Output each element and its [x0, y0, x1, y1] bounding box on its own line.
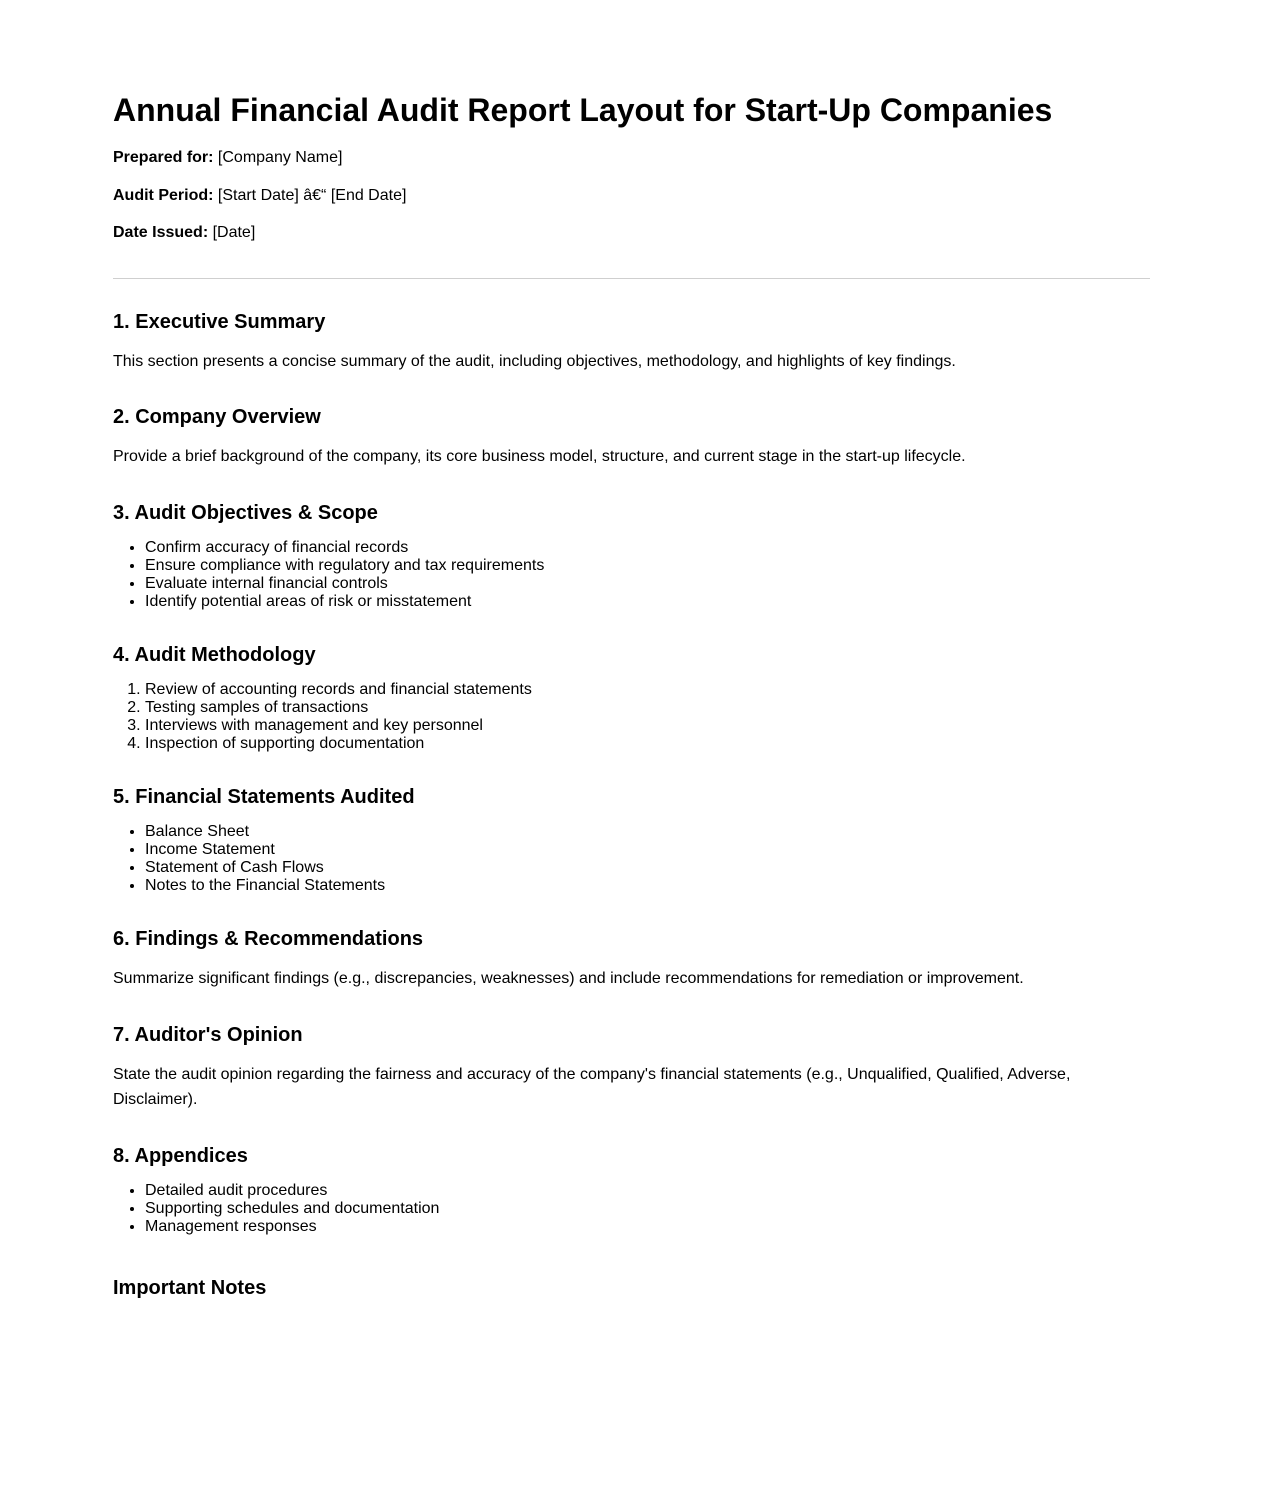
- list-item: • Balance Sheet: [145, 823, 385, 841]
- list-item: • Management responses: [145, 1218, 439, 1236]
- audit-period-label: Audit Period:: [113, 187, 214, 204]
- list-item: • Evaluate internal financial controls: [145, 575, 544, 593]
- section-title-company-overview: 2. Company Overview: [113, 406, 321, 428]
- list-item: • Notes to the Financial Statements: [145, 877, 385, 895]
- section-title-findings: 6. Findings & Recommendations: [113, 928, 424, 950]
- date-issued-value: [Date]: [208, 224, 256, 241]
- section-title-objectives-scope: 3. Audit Objectives & Scope: [113, 502, 378, 524]
- section-title-appendices: 8. Appendices: [113, 1145, 248, 1167]
- list-item: 1. Review of accounting records and financial statements: [145, 681, 532, 699]
- list-item: 2. Testing samples of transactions: [145, 699, 532, 717]
- header-divider: [113, 278, 1150, 279]
- page-title: Annual Financial Audit Report Layout for Start-Up Companies: [113, 92, 1053, 128]
- section-title-opinion: 7. Auditor's Opinion: [113, 1024, 303, 1046]
- section-title-executive-summary: 1. Executive Summary: [113, 311, 326, 333]
- list-item: • Supporting schedules and documentation: [145, 1200, 439, 1218]
- audit-period-line: [113, 186, 406, 206]
- prepared-for-label: Prepared for:: [113, 149, 214, 166]
- list-item: 4. Inspection of supporting documentation: [145, 735, 532, 753]
- objectives-list: [113, 539, 544, 611]
- audit-period-value: [Start Date] â€“ [End Date]: [213, 187, 407, 204]
- list-item: • Statement of Cash Flows: [145, 859, 385, 877]
- section-title-statements-audited: 5. Financial Statements Audited: [113, 786, 415, 808]
- section-text-findings: Summarize significant findings (e.g., discrepancies, weaknesses) and include recommendations for remediation or improvement.: [113, 970, 1024, 987]
- list-item: • Ensure compliance with regulatory and tax requirements: [145, 557, 544, 575]
- prepared-for-value: [Company Name]: [213, 149, 343, 166]
- list-item: • Income Statement: [145, 841, 385, 859]
- prepared-for-line: [113, 148, 342, 168]
- date-issued-label: Date Issued:: [113, 224, 209, 241]
- section-text-company-overview: Provide a brief background of the company, its core business model, structure, and current stage in the start-up lifecycle.: [113, 448, 966, 465]
- list-item: • Identify potential areas of risk or misstatement: [145, 593, 544, 611]
- date-issued-line: [113, 223, 255, 243]
- section-text-executive-summary: This section presents a concise summary of the audit, including objectives, methodology, and highlights of key findings.: [113, 353, 956, 370]
- section-text-opinion: State the audit opinion regarding the fairness and accuracy of the company's financial statements (e.g., Unqualified, Qualified, Adverse, Disclaimer).: [113, 1066, 1071, 1108]
- list-item: • Confirm accuracy of financial records: [145, 539, 544, 557]
- statements-list: [113, 823, 385, 895]
- list-item: 3. Interviews with management and key personnel: [145, 717, 532, 735]
- appendices-list: [113, 1182, 439, 1236]
- section-title-important-notes: Important Notes: [113, 1277, 267, 1299]
- section-title-methodology: 4. Audit Methodology: [113, 644, 316, 666]
- methodology-list: [113, 681, 532, 753]
- list-item: • Detailed audit procedures: [145, 1182, 439, 1200]
